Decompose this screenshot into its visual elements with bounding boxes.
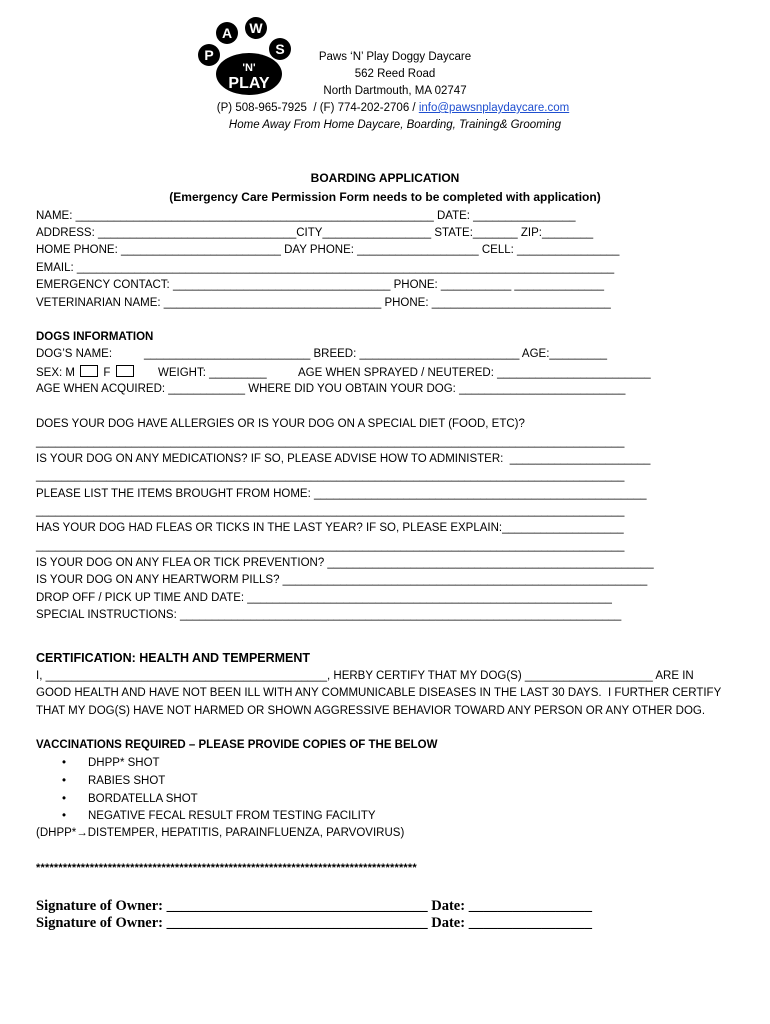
sex-m-label: SEX: M — [36, 367, 79, 379]
allergies-answer-line[interactable]: ____________________________________________________________________________________________ — [36, 436, 625, 448]
business-contact — [8, 101, 770, 116]
sex-f-label: F — [100, 367, 114, 379]
special-instructions-field[interactable]: SPECIAL INSTRUCTIONS: _____________________________________________________________________ — [36, 609, 622, 621]
heartworm-field[interactable]: IS YOUR DOG ON ANY HEARTWORM PILLS? _________________________________________________________ — [36, 574, 648, 586]
certification-line-2: GOOD HEALTH AND HAVE NOT BEEN ILL WITH ANY COMMUNICABLE DISEASES IN THE LAST 30 DAYS. I FURTHER CERTIFY — [36, 687, 722, 699]
owner-email-field[interactable]: EMAIL: ____________________________________________________________________________________ — [36, 262, 615, 274]
dropoff-field[interactable]: DROP OFF / PICK UP TIME AND DATE: _________________________________________________________ — [36, 592, 612, 604]
form-subtitle: (Emergency Care Permission Form needs to be completed with application) — [169, 190, 601, 204]
fleas-answer-line[interactable]: ____________________________________________________________________________________________ — [36, 540, 625, 552]
certification-line-1[interactable]: I, ____________________________________________, HERBY CERTIFY THAT MY DOG(S) ____________________ ARE IN — [36, 670, 694, 682]
svg-text:PLAY: PLAY — [228, 75, 270, 92]
dogs-info-heading: DOGS INFORMATION — [36, 331, 154, 343]
bullet: • — [62, 810, 67, 822]
certification-line-3: THAT MY DOG(S) HAVE NOT HARMED OR SHOWN AGGRESSIVE BEHAVIOR TOWARD ANY PERSON OR ANY OTHER DOG. — [36, 705, 706, 717]
weight-spay-fields[interactable]: WEIGHT: _________ AGE WHEN SPRAYED / NEUTERED: ________________________ — [135, 367, 651, 379]
sex-m-checkbox[interactable] — [80, 365, 98, 377]
owner-signature-1[interactable]: Signature of Owner: ____________________________________ Date: _________________ — [36, 898, 592, 914]
vaccinations-heading: VACCINATIONS REQUIRED – PLEASE PROVIDE COPIES OF THE BELOW — [36, 739, 438, 751]
svg-text:S: S — [275, 41, 285, 57]
svg-text:W: W — [249, 20, 263, 36]
owner-signature-2[interactable]: Signature of Owner: ____________________________________ Date: _________________ — [36, 915, 592, 931]
phone-fax: (P) 508-965-7925 / (F) 774-202-2706 / — [216, 102, 419, 114]
email-link[interactable]: info@pawsnplaydaycare.com — [418, 102, 570, 114]
allergies-question: DOES YOUR DOG HAVE ALLERGIES OR IS YOUR DOG ON A SPECIAL DIET (FOOD, ETC)? — [36, 418, 525, 430]
svg-text:P: P — [204, 47, 214, 63]
business-street: 562 Reed Road — [354, 68, 436, 80]
certification-heading: CERTIFICATION: HEALTH AND TEMPERMENT — [36, 651, 311, 665]
sex-f-checkbox[interactable] — [116, 365, 134, 377]
svg-text:A: A — [221, 25, 233, 41]
vaccination-item: DHPP* SHOT — [88, 757, 160, 769]
owner-phone-field[interactable]: HOME PHONE: _________________________ DAY PHONE: ___________________ CELL: ________________ — [36, 244, 620, 256]
bullet: • — [62, 775, 67, 787]
items-answer-line[interactable]: ____________________________________________________________________________________________ — [36, 505, 625, 517]
medications-field[interactable]: IS YOUR DOG ON ANY MEDICATIONS? IF SO, PLEASE ADVISE HOW TO ADMINISTER: ______________________ — [36, 453, 651, 465]
medications-answer-line[interactable]: ____________________________________________________________________________________________ — [36, 470, 625, 482]
veterinarian-field[interactable]: VETERINARIAN NAME: __________________________________ PHONE: ____________________________ — [36, 297, 611, 309]
svg-text:'N': 'N' — [242, 62, 256, 74]
business-city: North Dartmouth, MA 02747 — [323, 85, 467, 97]
form-title: BOARDING APPLICATION — [310, 171, 460, 185]
vaccination-item: NEGATIVE FECAL RESULT FROM TESTING FACILITY — [88, 810, 376, 822]
dog-name-field[interactable]: DOG’S NAME: __________________________ BREED: _________________________ AGE:_________ — [36, 348, 607, 360]
emergency-contact-field[interactable]: EMERGENCY CONTACT: __________________________________ PHONE: ___________ ______________ — [36, 279, 604, 291]
vaccination-item: RABIES SHOT — [88, 775, 166, 787]
dhpp-note: (DHPP*→DISTEMPER, HEPATITIS, PARAINFLUENZA, PARVOVIRUS) — [36, 827, 405, 839]
separator-stars: ************************************************************************************* — [36, 862, 417, 874]
owner-name-field[interactable]: NAME: ________________________________________________________ DATE: ________________ — [36, 210, 576, 222]
vaccination-item: BORDATELLA SHOT — [88, 793, 198, 805]
business-name: Paws ‘N’ Play Doggy Daycare — [318, 51, 472, 63]
items-from-home-field[interactable]: PLEASE LIST THE ITEMS BROUGHT FROM HOME: ____________________________________________________ — [36, 488, 647, 500]
bullet: • — [62, 793, 67, 805]
bullet: • — [62, 757, 67, 769]
acquired-field[interactable]: AGE WHEN ACQUIRED: ____________ WHERE DID YOU OBTAIN YOUR DOG: __________________________ — [36, 383, 626, 395]
flea-prevention-field[interactable]: IS YOUR DOG ON ANY FLEA OR TICK PREVENTION? ___________________________________________________ — [36, 557, 654, 569]
dog-sex-weight-row — [36, 365, 651, 380]
fleas-field[interactable]: HAS YOUR DOG HAD FLEAS OR TICKS IN THE LAST YEAR? IF SO, PLEASE EXPLAIN:___________________ — [36, 522, 624, 534]
owner-address-field[interactable]: ADDRESS: _______________________________CITY_________________ STATE:_______ ZIP:________ — [36, 227, 594, 239]
tagline: Home Away From Home Daycare, Boarding, Training& Grooming — [228, 119, 562, 131]
